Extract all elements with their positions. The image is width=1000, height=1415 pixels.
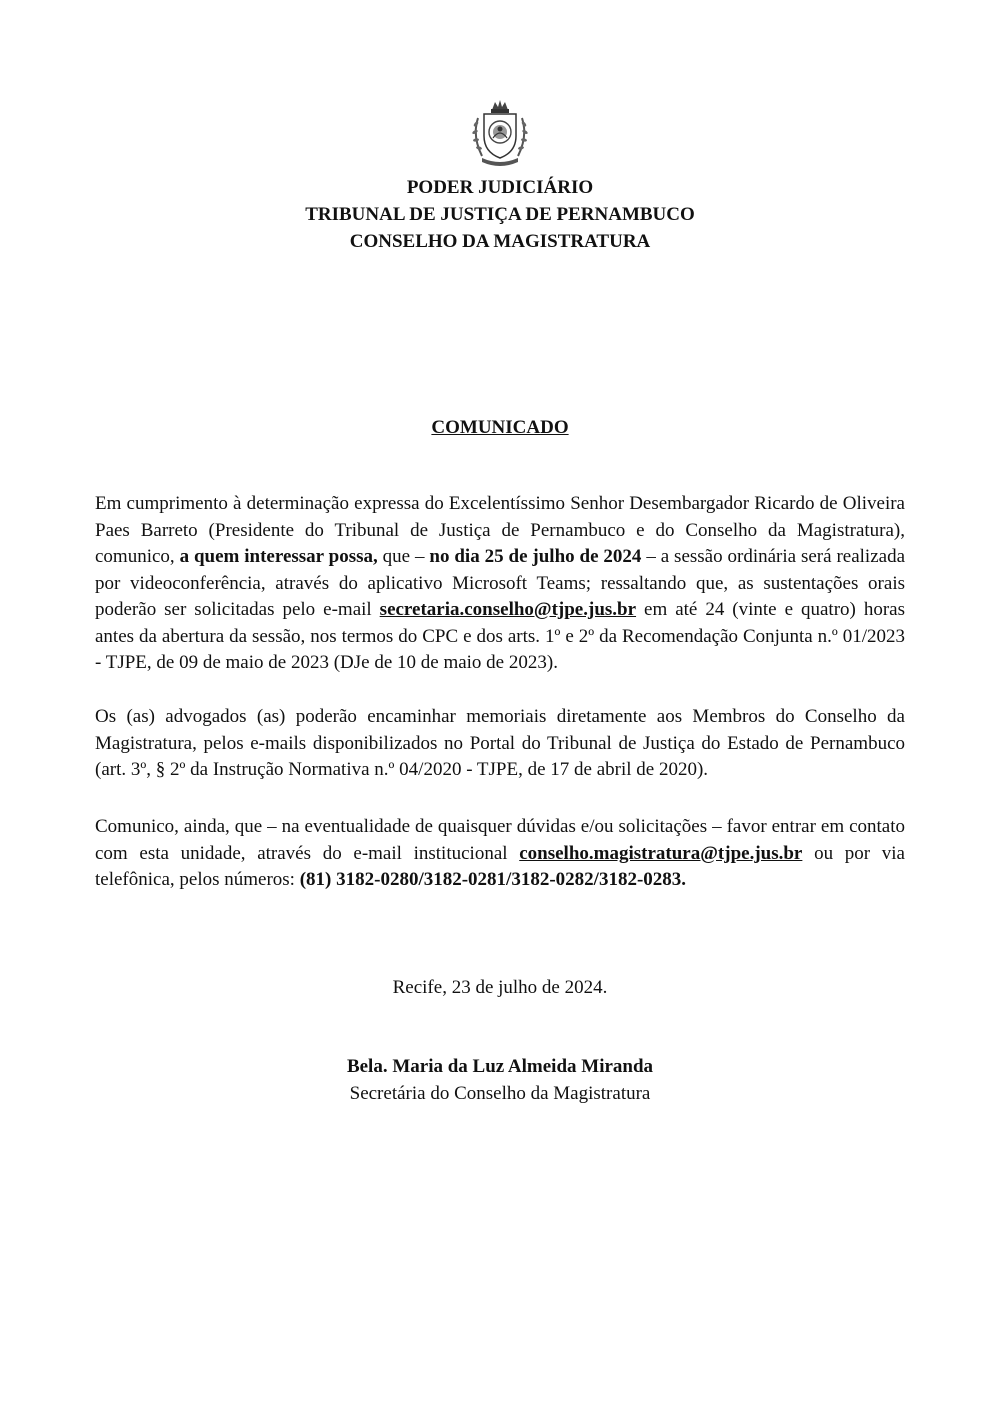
paragraph-1 xyxy=(95,491,905,677)
paragraph-1-bold-1: a quem interessar possa, xyxy=(179,546,378,567)
paragraph-1-part-4: em até 24 (vinte e quatro) horas antes da abertura da sessão, nos termos do CPC e dos arts. 1º e 2º da Recomendação Conjunta n.º 01/2023 - TJPE, de 09 de maio de 2023 (DJe de 10 de maio de 2023). xyxy=(95,599,905,673)
signatory-role: Secretária do Conselho da Magistratura xyxy=(349,1083,651,1104)
coat-of-arms-icon xyxy=(468,98,532,166)
conselho-email-link[interactable]: conselho.magistratura@tjpe.jus.br xyxy=(519,842,803,864)
paragraph-2: Os (as) advogados (as) poderão encaminhar memoriais diretamente aos Membros do Conselho da Magistratura, pelos e-mails disponibilizados no Portal do Tribunal de Justiça do Estado de Pernambuco (art. 3º, § 2º da Instrução Normativa n.º 04/2020 - TJPE, de 17 de abril de 2020). xyxy=(95,706,905,780)
document-title: COMUNICADO xyxy=(431,417,569,438)
paragraph-3-part-2: ou por via telefônica, pelos números: xyxy=(95,842,905,890)
paragraph-3 xyxy=(95,814,905,894)
paragraph-1-part-2: que – xyxy=(377,546,430,567)
header-line-1: PODER JUDICIÁRIO xyxy=(406,177,594,198)
phone-numbers: (81) 3182-0280/3182-0281/3182-0282/3182-0283. xyxy=(299,869,687,890)
paragraph-1-part-3: – a sessão ordinária será realizada por videoconferência, através do aplicativo Microsoft Teams; ressaltando que, as sustentações orais poderão ser solicitadas pelo e-mail xyxy=(95,546,906,620)
document-header xyxy=(0,174,1000,255)
document-date: Recife, 23 de julho de 2024. xyxy=(392,977,608,998)
paragraph-3-part-1: Comunico, ainda, que – na eventualidade de quaisquer dúvidas e/ou solicitações – favor entrar em contato com esta unidade, através do e-mail institucional xyxy=(95,816,905,864)
header-line-3: CONSELHO DA MAGISTRATURA xyxy=(349,231,651,252)
header-line-2: TRIBUNAL DE JUSTIÇA DE PERNAMBUCO xyxy=(305,204,695,225)
signature-block xyxy=(0,1053,1000,1107)
paragraph-1-bold-2: no dia 25 de julho de 2024 xyxy=(429,546,642,567)
paragraph-1-part-1: Em cumprimento à determinação expressa do Excelentíssimo Senhor Desembargador Ricardo de Oliveira Paes Barreto (Presidente do Tribunal de Justiça de Pernambuco e do Conselho da Magistratura), comunico, xyxy=(95,493,905,567)
secretaria-email-link[interactable]: secretaria.conselho@tjpe.jus.br xyxy=(379,599,637,620)
signatory-name: Bela. Maria da Luz Almeida Miranda xyxy=(346,1056,654,1077)
